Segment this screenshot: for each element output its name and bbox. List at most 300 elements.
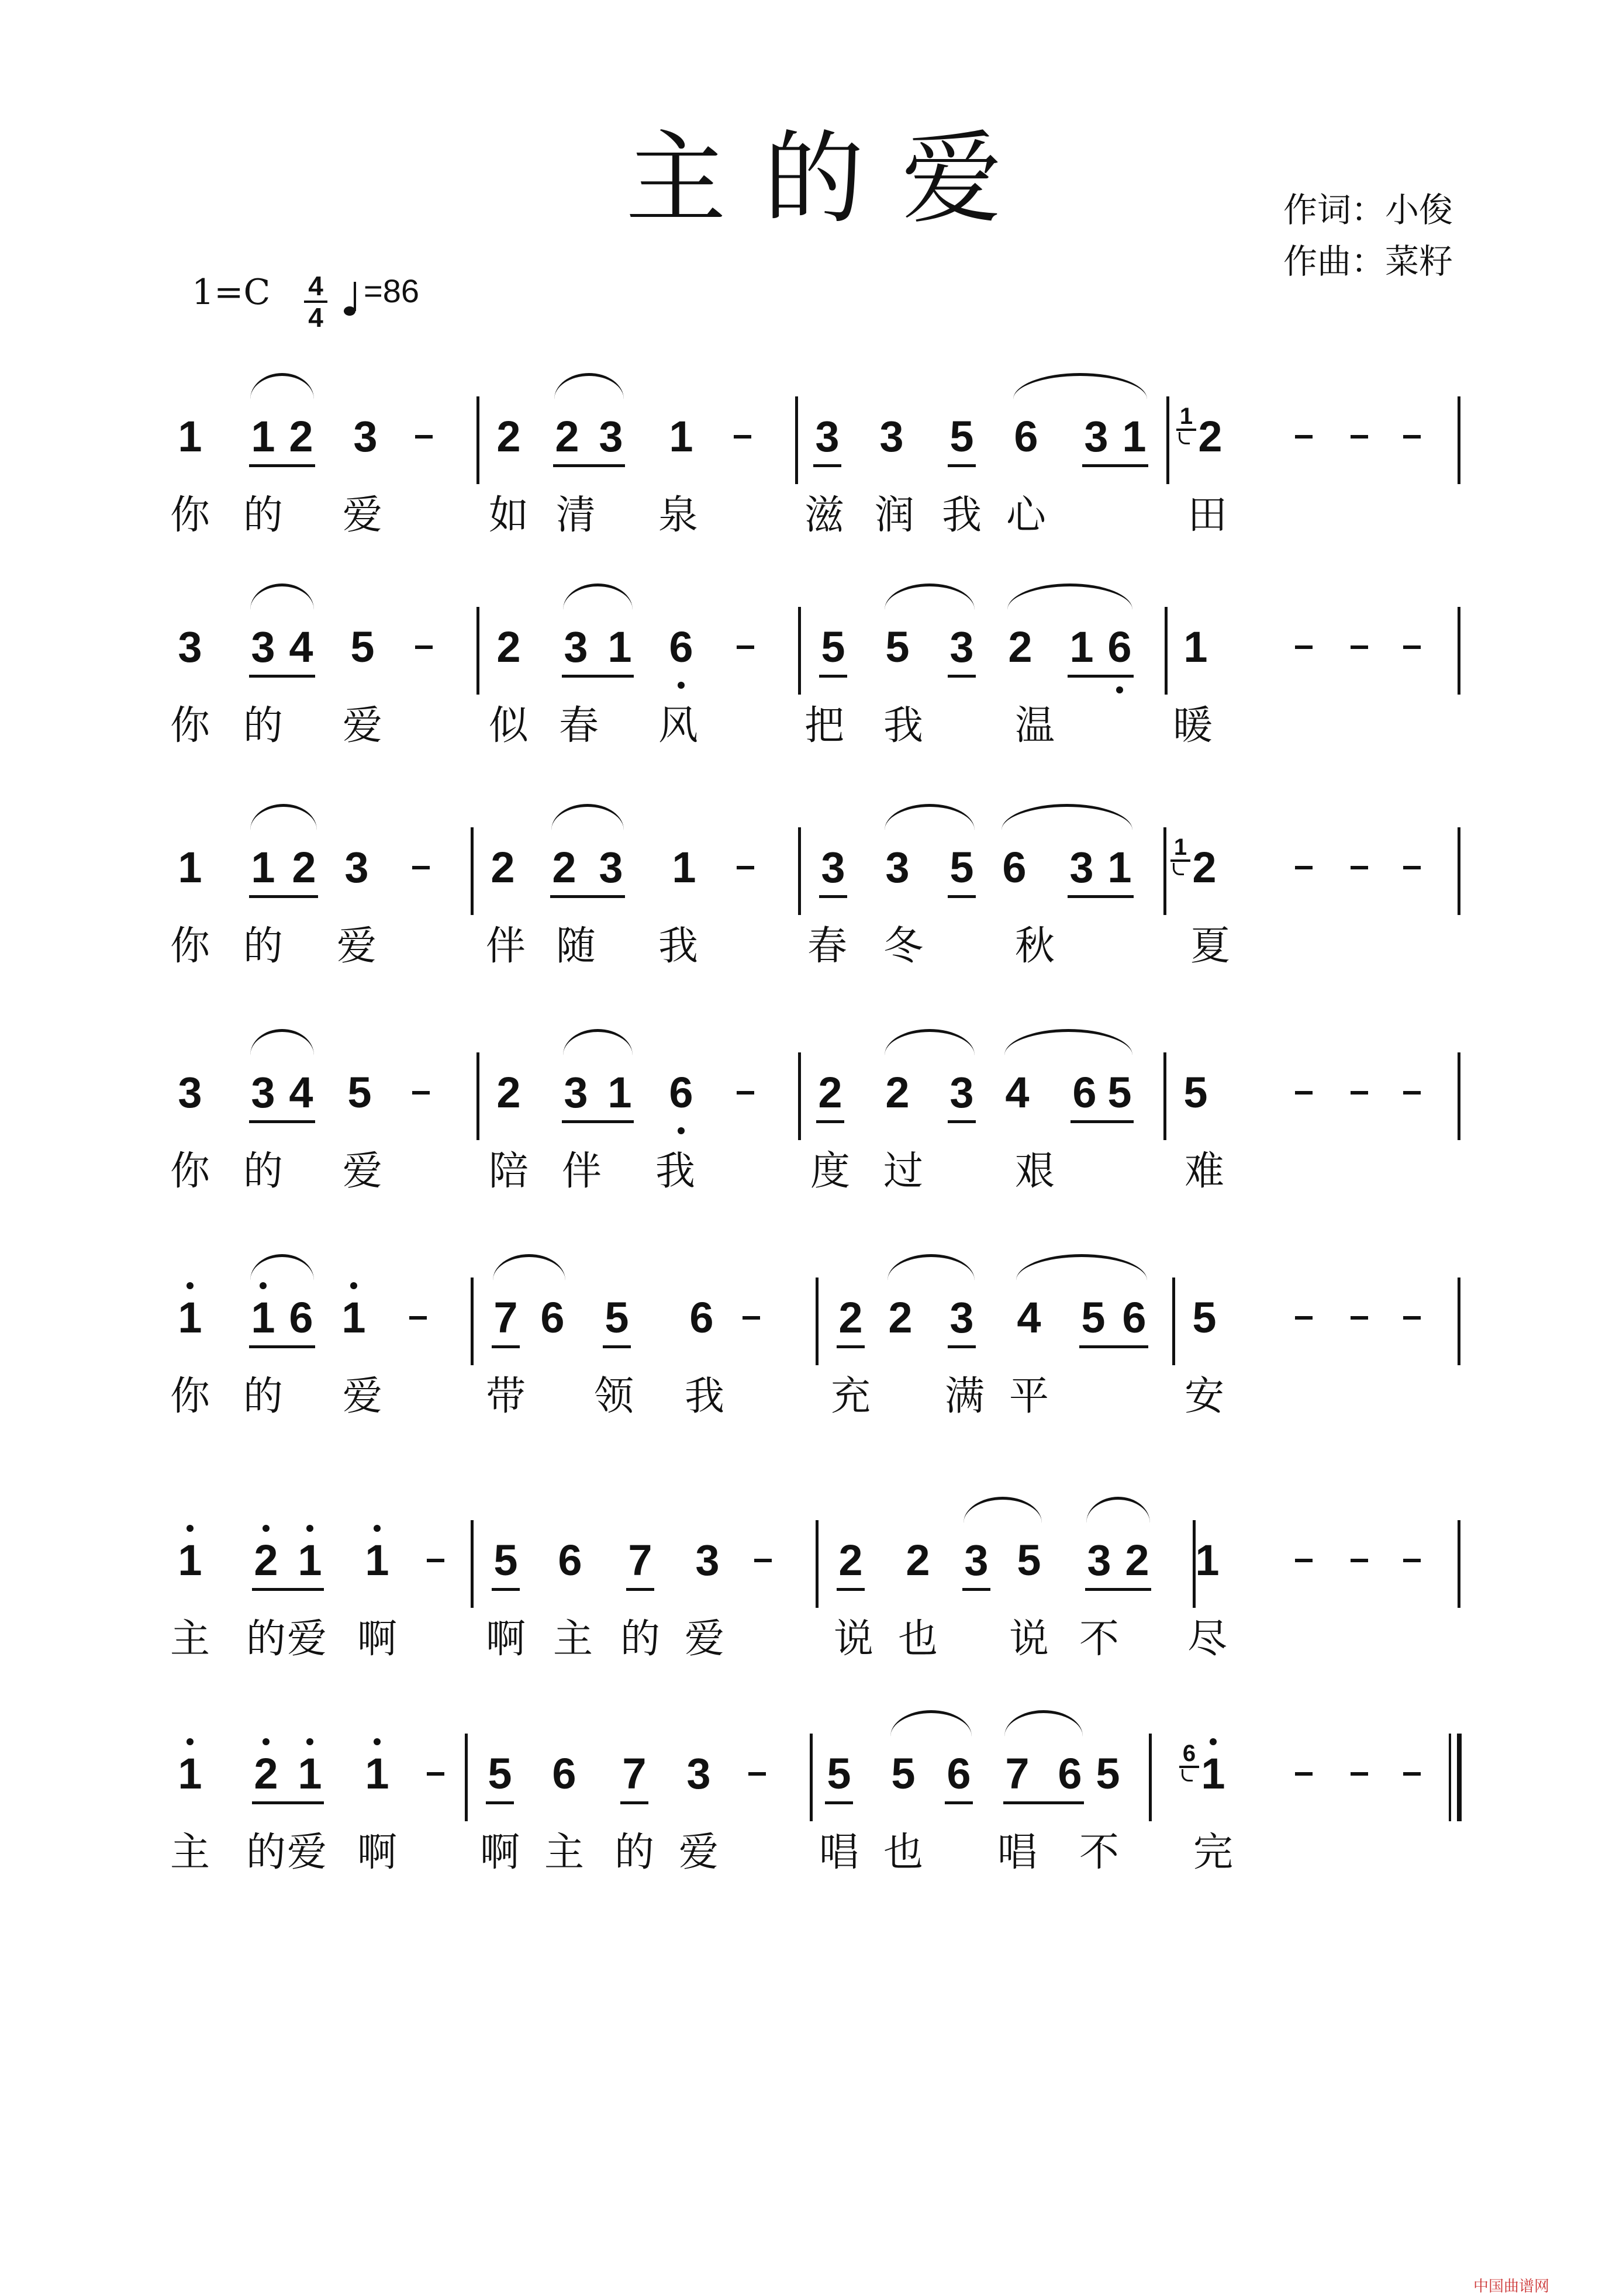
lyric-char: 啊 [357,1829,397,1876]
bar-line [1172,1278,1175,1365]
lyric-char: 的 [243,703,283,749]
eighth-underline [249,1120,315,1123]
grace-note [1176,405,1196,444]
note: 6 [1002,843,1027,892]
slur-arc [551,804,624,830]
bar-line [476,1052,479,1140]
bar-line [810,1734,813,1821]
eighth-underline [837,1345,865,1348]
note: 6 [1122,1293,1147,1342]
note: 2 [496,623,521,671]
sustain-dash [415,645,433,649]
note: 1 [178,412,202,461]
lyric-char: 的 [246,1829,286,1876]
lyric-char: 你 [170,1148,210,1194]
sustain-dash [1403,1772,1421,1776]
lyric-char: 你 [170,1373,210,1420]
lyric-char: 我 [684,1373,724,1420]
grace-note-digit: 1 [1170,835,1190,862]
slur-arc [1002,804,1132,830]
note: 5 [821,623,845,671]
bar-line [1149,1734,1152,1821]
grace-hook-icon [1182,1769,1193,1781]
note: 2 [292,843,316,892]
octave-up-dot [187,1525,194,1532]
sustain-dash [748,1772,766,1776]
note: 1 [1201,1749,1225,1798]
note: 1 [178,1749,202,1798]
bar-line [471,827,474,915]
bar-line [1458,1520,1460,1608]
note: 5 [605,1293,629,1342]
lyric-char: 过 [883,1148,923,1194]
eighth-underline [249,895,318,898]
lyric-char: 润 [874,492,914,538]
music-system [0,1293,1623,1447]
note: 4 [1017,1293,1041,1342]
lyric-char: 的 [614,1829,654,1876]
slur-arc [250,1254,314,1280]
lyric-char: 我 [883,703,923,749]
bar-line [1166,396,1169,484]
note: 2 [1192,843,1217,892]
octave-up-dot [260,1282,267,1289]
note: 5 [1183,1068,1208,1117]
eighth-underline [249,1345,315,1348]
note: 3 [686,1749,711,1798]
sustain-dash [1351,1559,1368,1562]
lyric-char: 心 [1006,492,1046,538]
lyric-char: 爱 [342,1373,382,1420]
quarter-note-icon [344,282,361,317]
lyric-char: 爱 [342,703,382,749]
lyric-char: 领 [593,1373,634,1420]
note: 3 [353,412,378,461]
note: 2 [491,843,515,892]
lyric-char: 爱 [678,1829,719,1876]
sustain-dash [1403,1316,1421,1320]
note: 3 [949,623,974,671]
eighth-underline [1068,675,1134,678]
note: 1 [178,843,202,892]
octave-down-dot [678,1127,685,1134]
lyric-char: 我 [655,1148,695,1194]
slur-arc [554,373,624,399]
note: 3 [178,623,202,671]
note: 5 [1107,1068,1132,1117]
grace-hook-icon [1179,432,1190,444]
bar-line [471,1278,474,1365]
note: 5 [891,1749,916,1798]
note: 1 [607,1068,632,1117]
note: 2 [818,1068,842,1117]
music-system [0,403,1623,566]
eighth-underline [813,464,841,467]
sustain-dash [1295,1091,1313,1095]
sustain-dash [1295,1559,1313,1562]
note: 1 [365,1749,389,1798]
grace-note [1179,1742,1199,1781]
note: 6 [289,1293,313,1342]
lyric-char: 的 [243,923,283,969]
lyric-char: 爱 [684,1616,724,1662]
lyric-char: 主 [170,1829,210,1876]
sustain-dash [1351,435,1368,439]
eighth-underline [603,1345,631,1348]
octave-up-dot [187,1282,194,1289]
sustain-dash [1295,645,1313,649]
note: 5 [350,623,375,671]
note: 5 [488,1749,512,1798]
lyric-char: 爱 [286,1829,327,1876]
note: 1 [1195,1536,1220,1584]
music-system [0,834,1623,997]
music-system [0,1536,1623,1690]
octave-up-dot [374,1738,381,1745]
eighth-underline [550,895,625,898]
note: 1 [178,1293,202,1342]
sustain-dash [1351,866,1368,869]
site-watermark: 中国曲谱网 [1473,2278,1550,2295]
slur-arc [250,584,314,610]
note: 3 [815,412,840,461]
note: 3 [1084,412,1109,461]
note: 6 [669,623,693,671]
sustain-dash [1295,1316,1313,1320]
final-bar-thick [1457,1734,1462,1821]
note: 5 [1081,1293,1106,1342]
lyric-char: 充 [830,1373,871,1420]
grace-note-digit: 1 [1176,405,1196,431]
eighth-underline [1003,1801,1084,1804]
note: 3 [251,1068,275,1117]
lyric-char: 啊 [357,1616,397,1662]
note: 7 [1005,1749,1030,1798]
sustain-dash [737,866,754,869]
lyric-char: 难 [1184,1148,1224,1194]
note: 6 [947,1749,971,1798]
bar-line [798,1052,801,1140]
octave-up-dot [1210,1738,1217,1745]
sustain-dash [1295,1772,1313,1776]
bar-line [816,1278,819,1365]
time-signature-numerator: 4 [304,272,327,303]
sustain-dash [427,1559,444,1562]
note: 5 [347,1068,372,1117]
note: 3 [964,1536,989,1584]
lyric-char: 陪 [488,1148,529,1194]
lyric-char: 的 [243,492,283,538]
eighth-underline [1071,1120,1134,1123]
lyric-char: 的 [243,1148,283,1194]
lyric-char: 田 [1187,492,1227,538]
lyric-char: 伴 [561,1148,602,1194]
lyric-char: 唱 [819,1829,859,1876]
note: 1 [341,1293,366,1342]
eighth-underline [1082,464,1148,467]
music-system [0,1741,1623,1903]
eighth-underline [948,1345,976,1348]
note: 7 [628,1536,652,1584]
note: 5 [1017,1536,1041,1584]
sustain-dash [1295,435,1313,439]
sustain-dash [409,1316,427,1320]
grace-note-digit: 6 [1179,1742,1199,1768]
lyric-char: 风 [658,703,698,749]
note: 4 [289,623,313,671]
lyric-char: 伴 [485,923,526,969]
note: 2 [1125,1536,1149,1584]
note: 5 [949,412,974,461]
note: 6 [1058,1749,1082,1798]
note: 3 [695,1536,720,1584]
lyric-char: 春 [558,703,599,749]
bar-line [1458,607,1460,695]
lyric-char: 爱 [286,1616,327,1662]
bar-line [1458,1052,1460,1140]
sustain-dash [1351,1772,1368,1776]
bar-line [476,607,479,695]
final-bar-thin [1449,1734,1451,1821]
music-system [0,623,1623,776]
slur-arc [563,1029,633,1055]
note: 2 [1198,412,1223,461]
lyric-char: 我 [658,923,698,969]
note: 6 [1014,412,1038,461]
lyric-char: 主 [552,1616,593,1662]
note: 2 [838,1536,863,1584]
sustain-dash [427,1772,444,1776]
lyric-char: 不 [1079,1829,1119,1876]
eighth-underline [492,1588,520,1591]
slur-arc [563,584,633,610]
slur-arc [888,1254,975,1280]
note: 5 [493,1536,518,1584]
eighth-underline [837,1588,865,1591]
note: 5 [827,1749,851,1798]
note: 2 [838,1293,863,1342]
lyric-char: 说 [1009,1616,1049,1662]
slur-arc [890,1710,972,1736]
sustain-dash [1351,645,1368,649]
lyric-char: 带 [485,1373,526,1420]
lyricist-credit: 作词：小俊 [1283,190,1453,230]
note: 1 [365,1536,389,1584]
slur-arc [1013,373,1147,399]
note: 3 [879,412,904,461]
lyric-char: 的 [620,1616,660,1662]
note: 3 [344,843,369,892]
note: 2 [888,1293,913,1342]
eighth-underline [1085,1588,1151,1591]
note: 6 [689,1293,714,1342]
song-title: 主的爱 [626,120,1040,237]
sustain-dash [737,645,754,649]
eighth-underline [819,895,847,898]
lyric-char: 温 [1014,703,1055,749]
lyric-char: 不 [1079,1616,1119,1662]
note: 3 [178,1068,202,1117]
slur-arc [885,584,975,610]
note: 3 [885,843,910,892]
lyric-char: 主 [544,1829,584,1876]
lyric-char: 也 [883,1829,923,1876]
time-signature [304,272,327,331]
note: 3 [1087,1536,1111,1584]
lyric-char: 爱 [342,492,382,538]
note: 3 [251,623,275,671]
sustain-dash [1403,1091,1421,1095]
note: 1 [672,843,696,892]
lyric-char: 你 [170,923,210,969]
octave-up-dot [187,1738,194,1745]
eighth-underline [486,1801,514,1804]
composer-credit: 作曲：菜籽 [1283,241,1453,281]
grace-hook-icon [1173,863,1184,875]
sustain-dash [737,1091,754,1095]
bar-line [798,607,801,695]
lyric-char: 也 [897,1616,938,1662]
eighth-underline [562,675,634,678]
lyric-char: 泉 [658,492,698,538]
note: 3 [564,623,588,671]
key-signature: 1=C [192,272,271,313]
eighth-underline [553,464,625,467]
lyric-char: 你 [170,492,210,538]
lyric-char: 爱 [342,1148,382,1194]
note: 3 [949,1293,974,1342]
lyric-char: 夏 [1190,923,1230,969]
note: 6 [540,1293,565,1342]
slur-arc [1086,1497,1150,1523]
slur-arc [493,1254,565,1280]
sustain-dash [743,1316,760,1320]
note: 5 [885,623,910,671]
bar-line [798,827,801,915]
slur-arc [1016,1254,1147,1280]
bar-line [471,1520,474,1608]
note: 1 [251,412,275,461]
bar-line [1163,827,1166,915]
eighth-underline [626,1588,654,1591]
sustain-dash [412,1091,430,1095]
note: 1 [251,843,275,892]
lyric-char: 似 [488,703,529,749]
grace-note [1170,835,1190,875]
lyric-char: 冬 [883,923,923,969]
lyric-char: 我 [941,492,982,538]
octave-up-dot [263,1525,270,1532]
note: 5 [1192,1293,1217,1342]
note: 2 [254,1536,278,1584]
octave-up-dot [306,1525,313,1532]
eighth-underline [252,1801,324,1804]
bar-line [1163,1052,1166,1140]
eighth-underline [252,1588,324,1591]
note: 1 [607,623,632,671]
eighth-underline [620,1801,648,1804]
lyric-char: 安 [1184,1373,1224,1420]
slur-arc [250,373,314,399]
eighth-underline [962,1588,990,1591]
lyric-char: 主 [170,1616,210,1662]
note: 1 [251,1293,275,1342]
lyric-char: 唱 [997,1829,1037,1876]
note: 7 [493,1293,518,1342]
note: 4 [1005,1068,1030,1117]
eighth-underline [819,675,847,678]
note: 2 [254,1749,278,1798]
sustain-dash [412,866,430,869]
eighth-underline [816,1120,844,1123]
sustain-dash [1403,645,1421,649]
sustain-dash [415,435,433,439]
lyric-char: 艰 [1014,1148,1055,1194]
sustain-dash [1351,1316,1368,1320]
slur-arc [250,804,317,830]
eighth-underline [948,1120,976,1123]
note: 2 [885,1068,910,1117]
time-signature-denominator: 4 [308,302,323,333]
lyric-char: 暖 [1172,703,1213,749]
slur-arc [885,804,975,830]
note: 1 [178,1536,202,1584]
lyric-char: 清 [555,492,596,538]
note: 3 [599,843,623,892]
note: 1 [1069,623,1094,671]
note: 3 [564,1068,588,1117]
lyric-char: 你 [170,703,210,749]
note: 3 [949,1068,974,1117]
octave-down-dot [1116,686,1123,693]
note: 7 [622,1749,647,1798]
lyric-char: 爱 [336,923,377,969]
lyric-char: 啊 [479,1829,520,1876]
note: 1 [1107,843,1132,892]
sustain-dash [754,1559,772,1562]
bar-line [1458,396,1460,484]
bar-line [1458,827,1460,915]
note: 1 [1122,412,1147,461]
note: 2 [289,412,313,461]
bar-line [465,1734,468,1821]
note: 5 [1096,1749,1120,1798]
note: 2 [906,1536,930,1584]
sustain-dash [1295,866,1313,869]
music-system [0,1068,1623,1222]
slur-arc [1004,1029,1132,1055]
note: 6 [1107,623,1132,671]
lyric-char: 完 [1193,1829,1233,1876]
eighth-underline [825,1801,853,1804]
sustain-dash [1403,435,1421,439]
bar-line [1165,607,1168,695]
sustain-dash [1351,1091,1368,1095]
eighth-underline [948,895,976,898]
note: 3 [1069,843,1094,892]
note: 1 [298,1536,322,1584]
note: 6 [558,1536,582,1584]
lyric-char: 说 [833,1616,873,1662]
eighth-underline [1068,895,1134,898]
slur-arc [885,1029,975,1055]
bar-line [476,396,479,484]
note: 1 [669,412,693,461]
eighth-underline [945,1801,973,1804]
octave-up-dot [374,1525,381,1532]
eighth-underline [948,464,976,467]
lyric-char: 滋 [804,492,844,538]
